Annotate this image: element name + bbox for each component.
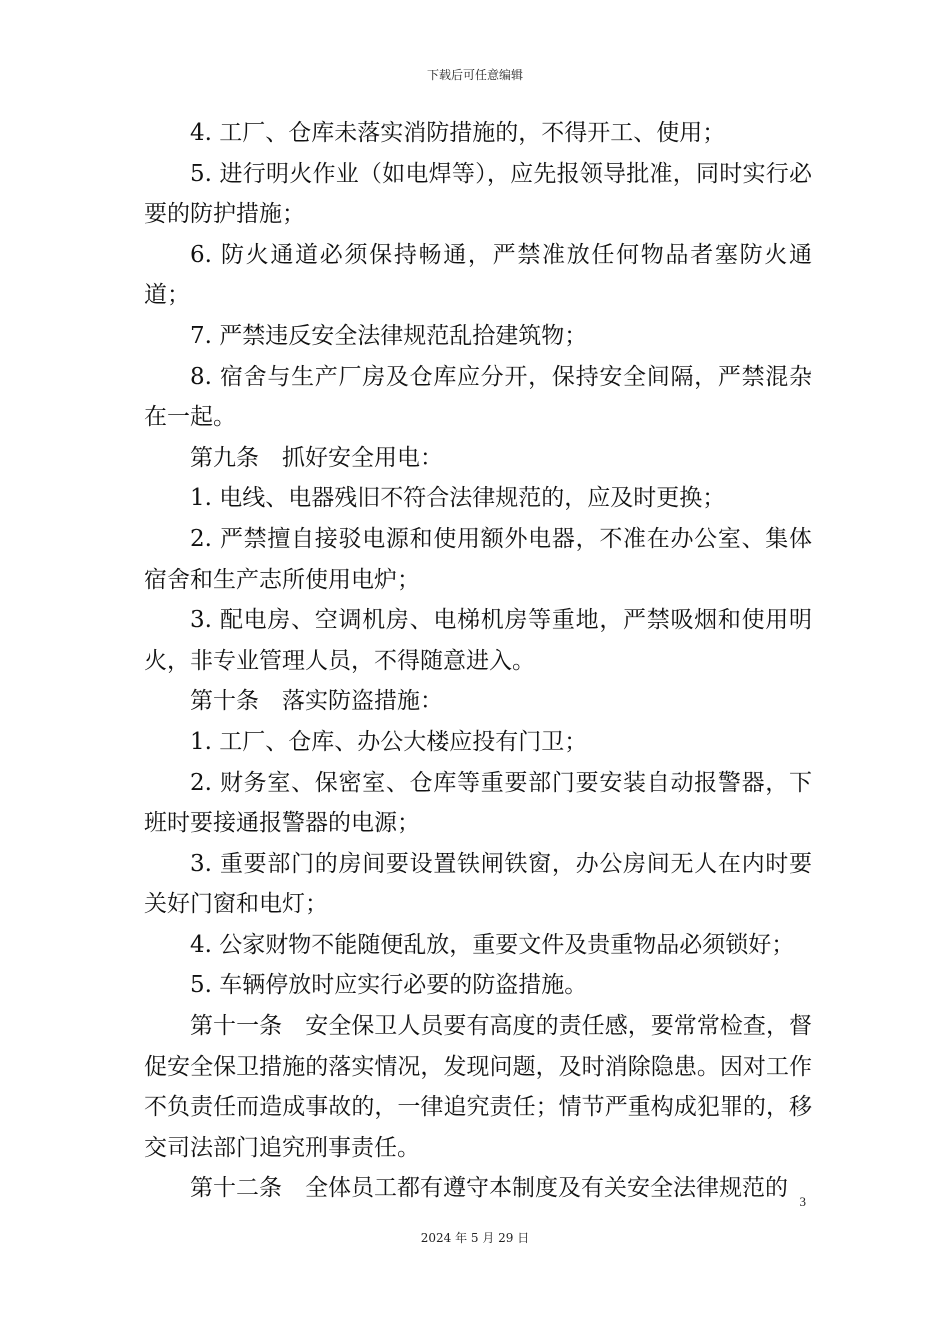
list-item: 4. 公家财物不能随便乱放，重要文件及贵重物品必须锁好；	[190, 931, 795, 958]
list-item: 2. 财务室、保密室、仓库等重要部门要安装自动报警器，下班时要接通报警器的电源；	[144, 769, 812, 837]
article-paragraph: 第十一条 安全保卫人员要有高度的责任感，要常常检查，督促安全保卫措施的落实情况，发现问题，及时消除隐患。因对工作不负责任而造成事故的，一律追究责任；情节严重构成犯罪的，移交司法部门追究刑事责任。	[144, 1013, 812, 1161]
page-number: 3	[799, 1194, 806, 1209]
list-item: 7. 严禁违反安全法律规范乱拾建筑物；	[190, 322, 588, 349]
page-footer-date: 2024 年 5 月 29 日	[420, 1231, 530, 1245]
list-item: 5. 车辆停放时应实行必要的防盗措施。	[190, 972, 588, 999]
list-item: 1. 电线、电器残旧不符合法律规范的，应及时更换；	[190, 485, 726, 512]
document-body	[144, 113, 812, 1209]
list-item: 6. 防火通道必须保持畅通，严禁准放任何物品者塞防火通道；	[144, 241, 812, 309]
list-item: 4. 工厂、仓库未落实消防措施的，不得开工、使用；	[190, 120, 726, 146]
list-item: 2. 严禁擅自接驳电源和使用额外电器，不准在办公室、集体宿舍和生产志所使用电炉；	[144, 525, 812, 593]
article-heading: 第十条 落实防盗措施：	[190, 688, 443, 715]
article-paragraph: 第十二条 全体员工都有遵守本制度及有关安全法律规范的	[190, 1175, 788, 1202]
list-item: 1. 工厂、仓库、办公大楼应投有门卫；	[190, 728, 588, 755]
list-item: 8. 宿舍与生产厂房及仓库应分开，保持安全间隔，严禁混杂在一起。	[144, 363, 812, 431]
list-item: 3. 配电房、空调机房、电梯机房等重地，严禁吸烟和使用明火，非专业管理人员，不得随意进入。	[144, 607, 812, 674]
list-item: 3. 重要部门的房间要设置铁闸铁窗，办公房间无人在内时要关好门窗和电灯；	[144, 850, 812, 918]
article-heading: 第九条 抓好安全用电：	[190, 444, 443, 471]
list-item: 5. 进行明火作业（如电焊等），应先报领导批准，同时实行必要的防护措施；	[144, 160, 812, 228]
page-header: 下载后可任意编辑	[426, 68, 523, 82]
